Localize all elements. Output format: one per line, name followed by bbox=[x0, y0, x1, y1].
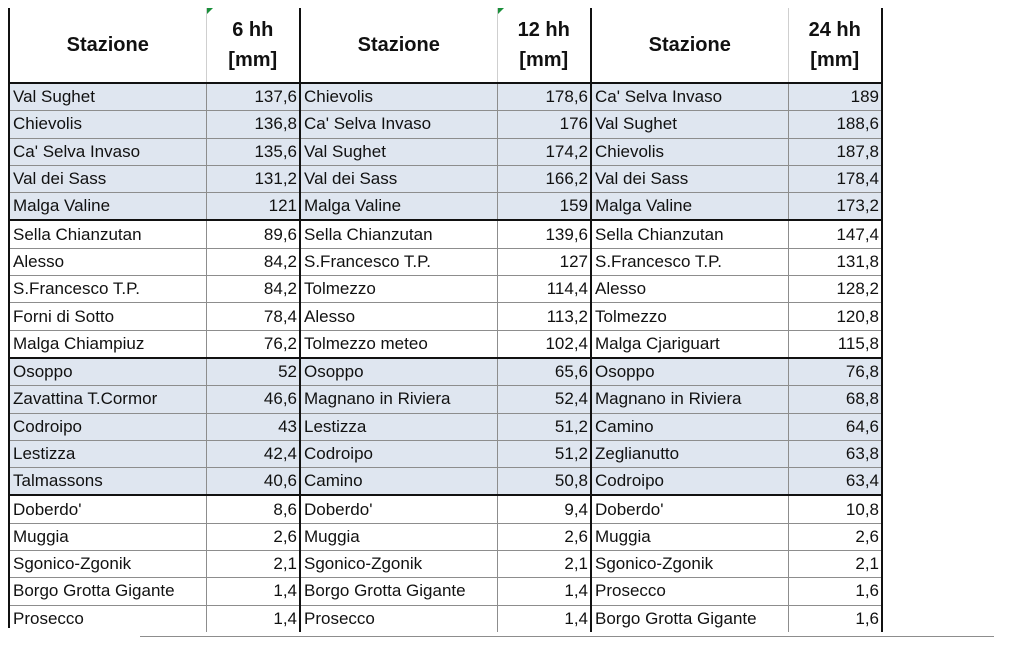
cell-station-6h: Borgo Grotta Gigante bbox=[9, 578, 206, 605]
cell-station-24h: Malga Cjariguart bbox=[591, 330, 788, 358]
cell-station-6h: S.Francesco T.P. bbox=[9, 276, 206, 303]
table-row bbox=[9, 303, 882, 330]
cell-station-6h: Osoppo bbox=[9, 358, 206, 386]
cell-value-24h: 63,8 bbox=[788, 440, 882, 467]
cell-value-12h: 52,4 bbox=[497, 386, 591, 413]
cell-value-24h: 131,8 bbox=[788, 248, 882, 275]
table-row bbox=[9, 330, 882, 358]
cell-station-24h: Chievolis bbox=[591, 138, 788, 165]
cell-value-12h: 1,4 bbox=[497, 605, 591, 632]
cell-station-12h: Val dei Sass bbox=[300, 165, 497, 192]
header-station-6h: Stazione bbox=[9, 8, 206, 83]
cell-station-6h: Sella Chianzutan bbox=[9, 220, 206, 248]
table-row bbox=[9, 358, 882, 386]
cell-value-6h: 121 bbox=[206, 193, 300, 221]
cell-value-24h: 64,6 bbox=[788, 413, 882, 440]
cell-value-6h: 1,4 bbox=[206, 578, 300, 605]
bottom-left-gap bbox=[8, 628, 138, 642]
table-row bbox=[9, 468, 882, 496]
cell-value-12h: 102,4 bbox=[497, 330, 591, 358]
cell-station-6h: Malga Chiampiuz bbox=[9, 330, 206, 358]
cell-value-24h: 2,1 bbox=[788, 551, 882, 578]
cell-station-24h: Osoppo bbox=[591, 358, 788, 386]
cell-value-6h: 135,6 bbox=[206, 138, 300, 165]
cell-station-24h: Prosecco bbox=[591, 578, 788, 605]
header-value-6h-line2: [mm] bbox=[228, 49, 278, 71]
cell-value-6h: 42,4 bbox=[206, 440, 300, 467]
table-row bbox=[9, 138, 882, 165]
table-row bbox=[9, 248, 882, 275]
comment-marker-icon bbox=[207, 8, 213, 14]
cell-value-6h: 131,2 bbox=[206, 165, 300, 192]
cell-value-12h: 9,4 bbox=[497, 495, 591, 523]
cell-station-24h: S.Francesco T.P. bbox=[591, 248, 788, 275]
cell-station-6h: Zavattina T.Cormor bbox=[9, 386, 206, 413]
table-row bbox=[9, 193, 882, 221]
cell-station-12h: Camino bbox=[300, 468, 497, 496]
cell-station-12h: Borgo Grotta Gigante bbox=[300, 578, 497, 605]
cell-station-12h: Codroipo bbox=[300, 440, 497, 467]
header-value-6h-line1: 6 hh bbox=[232, 19, 274, 41]
table-row bbox=[9, 386, 882, 413]
cell-station-6h: Malga Valine bbox=[9, 193, 206, 221]
cell-station-6h: Alesso bbox=[9, 248, 206, 275]
cell-value-6h: 40,6 bbox=[206, 468, 300, 496]
cell-station-24h: Alesso bbox=[591, 276, 788, 303]
cell-station-12h: Doberdo' bbox=[300, 495, 497, 523]
table-row bbox=[9, 551, 882, 578]
cell-station-6h: Codroipo bbox=[9, 413, 206, 440]
cell-station-12h: Muggia bbox=[300, 523, 497, 550]
cell-value-12h: 174,2 bbox=[497, 138, 591, 165]
precipitation-table-wrapper bbox=[8, 8, 883, 632]
cell-value-24h: 63,4 bbox=[788, 468, 882, 496]
cell-station-24h: Sella Chianzutan bbox=[591, 220, 788, 248]
header-row bbox=[9, 8, 882, 83]
cell-station-24h: Codroipo bbox=[591, 468, 788, 496]
cell-station-6h: Forni di Sotto bbox=[9, 303, 206, 330]
cell-station-24h: Val Sughet bbox=[591, 111, 788, 138]
cell-station-6h: Ca' Selva Invaso bbox=[9, 138, 206, 165]
cell-station-24h: Malga Valine bbox=[591, 193, 788, 221]
cell-station-12h: Lestizza bbox=[300, 413, 497, 440]
header-value-12h-line1: 12 hh bbox=[517, 19, 570, 41]
cell-value-24h: 189 bbox=[788, 83, 882, 111]
comment-marker-icon bbox=[498, 8, 504, 14]
cell-value-24h: 1,6 bbox=[788, 605, 882, 632]
table-row bbox=[9, 111, 882, 138]
cell-station-24h: Doberdo' bbox=[591, 495, 788, 523]
cell-station-6h: Doberdo' bbox=[9, 495, 206, 523]
cell-value-24h: 1,6 bbox=[788, 578, 882, 605]
cell-value-6h: 2,6 bbox=[206, 523, 300, 550]
cell-value-12h: 139,6 bbox=[497, 220, 591, 248]
cell-station-12h: Alesso bbox=[300, 303, 497, 330]
header-value-24h bbox=[788, 8, 882, 83]
cell-value-6h: 136,8 bbox=[206, 111, 300, 138]
cell-value-24h: 115,8 bbox=[788, 330, 882, 358]
cell-station-24h: Borgo Grotta Gigante bbox=[591, 605, 788, 632]
table-row bbox=[9, 220, 882, 248]
cell-value-12h: 51,2 bbox=[497, 440, 591, 467]
cell-station-6h: Chievolis bbox=[9, 111, 206, 138]
table-row bbox=[9, 605, 882, 632]
cell-value-6h: 46,6 bbox=[206, 386, 300, 413]
cell-value-6h: 89,6 bbox=[206, 220, 300, 248]
cell-station-12h: S.Francesco T.P. bbox=[300, 248, 497, 275]
cell-station-6h: Lestizza bbox=[9, 440, 206, 467]
cell-value-6h: 2,1 bbox=[206, 551, 300, 578]
cell-value-6h: 84,2 bbox=[206, 276, 300, 303]
header-station-12h: Stazione bbox=[300, 8, 497, 83]
cell-value-24h: 147,4 bbox=[788, 220, 882, 248]
table-row bbox=[9, 523, 882, 550]
cell-value-24h: 173,2 bbox=[788, 193, 882, 221]
cell-value-24h: 178,4 bbox=[788, 165, 882, 192]
cell-value-12h: 113,2 bbox=[497, 303, 591, 330]
cell-value-12h: 50,8 bbox=[497, 468, 591, 496]
cell-value-12h: 178,6 bbox=[497, 83, 591, 111]
cell-value-12h: 51,2 bbox=[497, 413, 591, 440]
cell-station-24h: Tolmezzo bbox=[591, 303, 788, 330]
cell-station-12h: Tolmezzo bbox=[300, 276, 497, 303]
cell-value-6h: 43 bbox=[206, 413, 300, 440]
cell-value-12h: 127 bbox=[497, 248, 591, 275]
cell-station-24h: Val dei Sass bbox=[591, 165, 788, 192]
cell-value-24h: 120,8 bbox=[788, 303, 882, 330]
cell-station-12h: Val Sughet bbox=[300, 138, 497, 165]
cell-value-24h: 187,8 bbox=[788, 138, 882, 165]
precipitation-table bbox=[8, 8, 883, 632]
cell-value-6h: 52 bbox=[206, 358, 300, 386]
cell-value-24h: 76,8 bbox=[788, 358, 882, 386]
table-row bbox=[9, 495, 882, 523]
header-station-24h: Stazione bbox=[591, 8, 788, 83]
cell-station-24h: Magnano in Riviera bbox=[591, 386, 788, 413]
cell-station-12h: Sella Chianzutan bbox=[300, 220, 497, 248]
cell-value-12h: 65,6 bbox=[497, 358, 591, 386]
cell-value-12h: 176 bbox=[497, 111, 591, 138]
cell-station-24h: Zeglianutto bbox=[591, 440, 788, 467]
cell-station-6h: Talmassons bbox=[9, 468, 206, 496]
cell-value-24h: 10,8 bbox=[788, 495, 882, 523]
cell-value-6h: 76,2 bbox=[206, 330, 300, 358]
cell-station-24h: Muggia bbox=[591, 523, 788, 550]
cell-station-12h: Magnano in Riviera bbox=[300, 386, 497, 413]
cell-value-24h: 188,6 bbox=[788, 111, 882, 138]
cell-value-12h: 1,4 bbox=[497, 578, 591, 605]
table-row bbox=[9, 413, 882, 440]
cell-station-24h: Ca' Selva Invaso bbox=[591, 83, 788, 111]
table-row bbox=[9, 165, 882, 192]
cell-value-6h: 1,4 bbox=[206, 605, 300, 632]
cell-station-6h: Prosecco bbox=[9, 605, 206, 632]
bottom-border bbox=[140, 636, 994, 637]
cell-value-24h: 68,8 bbox=[788, 386, 882, 413]
table-row bbox=[9, 276, 882, 303]
cell-value-12h: 159 bbox=[497, 193, 591, 221]
header-value-6h bbox=[206, 8, 300, 83]
cell-station-12h: Sgonico-Zgonik bbox=[300, 551, 497, 578]
header-value-12h-line2: [mm] bbox=[519, 49, 569, 71]
cell-value-12h: 2,6 bbox=[497, 523, 591, 550]
header-value-12h bbox=[497, 8, 591, 83]
cell-value-12h: 114,4 bbox=[497, 276, 591, 303]
cell-value-6h: 8,6 bbox=[206, 495, 300, 523]
cell-value-6h: 84,2 bbox=[206, 248, 300, 275]
table-body bbox=[9, 83, 882, 632]
cell-station-6h: Val dei Sass bbox=[9, 165, 206, 192]
cell-value-6h: 137,6 bbox=[206, 83, 300, 111]
cell-station-24h: Camino bbox=[591, 413, 788, 440]
table-row bbox=[9, 578, 882, 605]
cell-value-12h: 166,2 bbox=[497, 165, 591, 192]
table-row bbox=[9, 440, 882, 467]
cell-station-12h: Chievolis bbox=[300, 83, 497, 111]
cell-value-12h: 2,1 bbox=[497, 551, 591, 578]
header-value-24h-line1: 24 hh [mm] bbox=[808, 19, 861, 71]
cell-value-24h: 2,6 bbox=[788, 523, 882, 550]
cell-station-12h: Osoppo bbox=[300, 358, 497, 386]
table-row bbox=[9, 83, 882, 111]
cell-station-12h: Ca' Selva Invaso bbox=[300, 111, 497, 138]
cell-value-6h: 78,4 bbox=[206, 303, 300, 330]
cell-station-12h: Tolmezzo meteo bbox=[300, 330, 497, 358]
cell-station-12h: Malga Valine bbox=[300, 193, 497, 221]
cell-station-6h: Val Sughet bbox=[9, 83, 206, 111]
cell-station-6h: Sgonico-Zgonik bbox=[9, 551, 206, 578]
cell-station-12h: Prosecco bbox=[300, 605, 497, 632]
cell-station-6h: Muggia bbox=[9, 523, 206, 550]
cell-value-24h: 128,2 bbox=[788, 276, 882, 303]
cell-station-24h: Sgonico-Zgonik bbox=[591, 551, 788, 578]
